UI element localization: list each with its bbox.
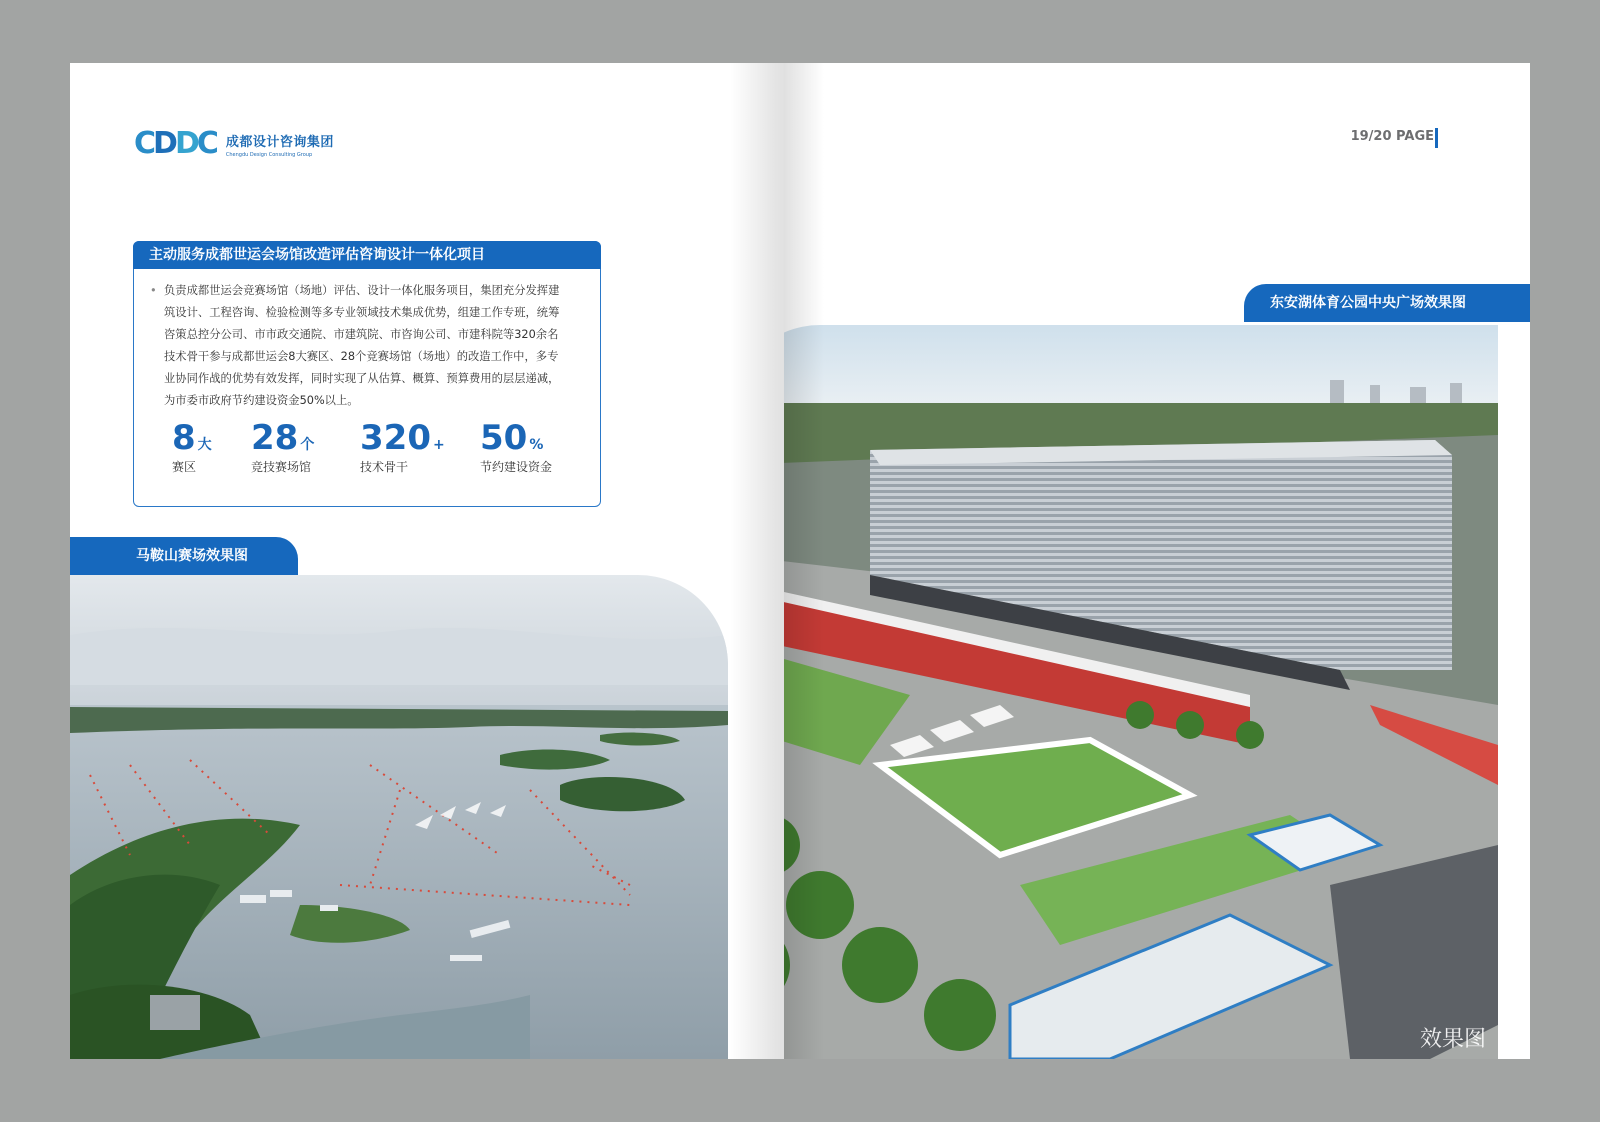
stat-savings: 50 % 节约建设资金 <box>480 418 553 474</box>
page-number: 19/20 PAGE <box>1350 129 1434 144</box>
stat-venues: 28 个 竞技赛场馆 <box>251 418 315 474</box>
stat-districts: 8 大 赛区 <box>172 418 212 474</box>
stadium-rendering-photo <box>784 325 1498 1059</box>
project-description: • 负责成都世运会竞赛场馆（场地）评估、设计一体化服务项目，集团充分发挥建筑设计、工程咨询、检验检测等多专业领域技术集成优势，组建工作专班，统筹咨策总控分公司、市市政交通院、市建筑院、市咨询公司、市建科院等320余名技术骨干参与成都世运会8大赛区、28个竞赛场馆（场地）的改造工作中，多专业协同作战的优势有效发挥，同时实现了从估算、概算、预算费用的层层递减，为市委市政府节约建设资金50%以上。 <box>164 280 566 412</box>
company-logo <box>134 126 334 161</box>
logo-name-en: Chengdu Design Consulting Group <box>225 151 313 158</box>
right-photo-caption: 东安湖体育公园中央广场效果图 <box>1244 284 1530 322</box>
project-title: 主动服务成都世运会场馆改造评估咨询设计一体化项目 <box>133 241 601 269</box>
logo-mark: CDDC <box>134 126 216 161</box>
rendering-watermark: 效果图 <box>1419 1027 1486 1052</box>
project-card <box>133 241 601 507</box>
logo-name-cn: 成都设计咨询集团 <box>225 134 334 150</box>
left-page <box>70 63 800 1059</box>
right-page <box>784 63 1530 1059</box>
page-number-bar <box>1435 128 1438 148</box>
left-photo-caption: 马鞍山赛场效果图 <box>70 537 298 575</box>
stat-experts: 320 + 技术骨干 <box>360 418 445 474</box>
lake-venue-photo <box>70 575 728 1059</box>
